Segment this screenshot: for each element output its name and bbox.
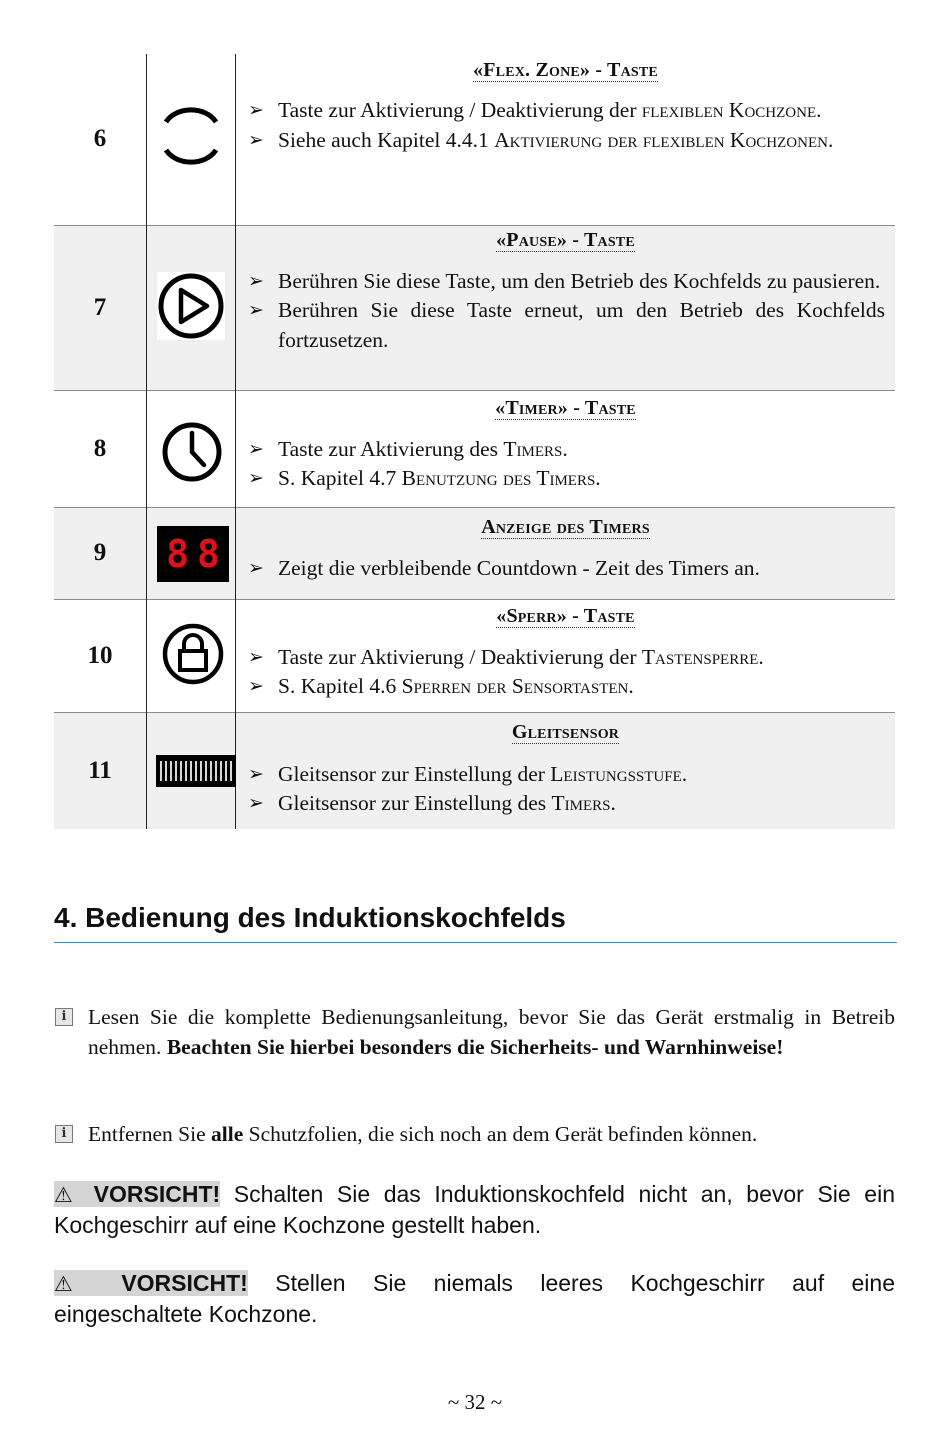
bullet-list xyxy=(246,643,885,702)
bullet-list xyxy=(246,435,885,494)
list-item: ➢ Taste zur Aktivierung des Timers. xyxy=(246,435,885,465)
table-row xyxy=(54,225,895,390)
table-row xyxy=(54,599,895,712)
list-item: ➢ Gleitsensor zur Einstellung des Timers. xyxy=(246,789,885,819)
row-number: 8 xyxy=(54,390,147,507)
row-number: 7 xyxy=(54,225,147,390)
icon-cell xyxy=(147,225,236,390)
row-title: Anzeige des Timers xyxy=(481,515,650,538)
table-row xyxy=(54,507,895,599)
warning-text: Stellen Sie niemals leeres Kochgeschirr auf eine xyxy=(247,1270,895,1296)
row-number: 10 xyxy=(54,599,147,712)
controls-table xyxy=(54,54,895,829)
row-number: 11 xyxy=(54,712,147,829)
list-item: ➢ Taste zur Aktivierung / Deaktivierung der flexiblen Kochzone. xyxy=(246,96,885,126)
row-title: «Pause» - Taste xyxy=(496,228,635,251)
warning-note xyxy=(54,1179,895,1240)
description-cell xyxy=(236,712,896,829)
lock-icon xyxy=(162,622,224,686)
clock-icon xyxy=(161,421,223,483)
table-row xyxy=(54,54,895,225)
list-item: ➢ Siehe auch Kapitel 4.4.1 Aktivierung der flexiblen Kochzonen. xyxy=(246,126,885,156)
icon-cell xyxy=(147,507,236,599)
list-item: ➢ S. Kapitel 4.6 Sperren der Sensortasten. xyxy=(246,672,885,702)
bullet-list xyxy=(246,96,885,155)
list-item: ➢ S. Kapitel 4.7 Benutzung des Timers. xyxy=(246,464,885,494)
description-cell xyxy=(236,390,896,507)
list-item: ➢ Gleitsensor zur Einstellung der Leistungsstufe. xyxy=(246,760,885,790)
list-item: ➢ Berühren Sie diese Taste, um den Betrieb des Kochfelds zu pausieren. xyxy=(246,267,885,297)
list-item: ➢ Berühren Sie diese Taste erneut, um den Betrieb des Kochfelds fortzusetzen. xyxy=(246,296,885,355)
icon-cell xyxy=(147,390,236,507)
icon-cell xyxy=(147,54,236,225)
description-cell xyxy=(236,507,896,599)
bullet-list xyxy=(246,554,885,584)
row-title: «Sperr» - Taste xyxy=(496,604,635,627)
icon-cell xyxy=(147,599,236,712)
page-number: ~ 32 ~ xyxy=(447,1390,503,1414)
bullet-list xyxy=(246,267,885,356)
row-title: «Timer» - Taste xyxy=(495,396,636,419)
info-text: Lesen Sie die komplette Bedienungsanleitung, bevor Sie das Gerät erstmalig in Betreib nehmen. Beachten Sie hierbei besonders die Sicherheits- und Warnhinweise! xyxy=(88,1005,895,1059)
row-number: 6 xyxy=(54,54,147,225)
table-row xyxy=(54,390,895,507)
info-icon: i xyxy=(55,1125,73,1143)
row-title: «Flex. Zone» - Taste xyxy=(473,59,658,81)
slider-sensor-icon xyxy=(156,755,236,787)
section-heading: 4. Bedienung des Induktionskochfelds xyxy=(54,902,897,943)
row-title: Gleitsensor xyxy=(511,720,620,743)
timer-display-icon xyxy=(157,526,229,582)
warning-note xyxy=(54,1268,895,1329)
info-note xyxy=(54,1120,895,1150)
flex-zone-icon xyxy=(160,104,222,168)
warning-line xyxy=(54,1268,895,1299)
pause-play-icon xyxy=(157,272,225,340)
description-cell xyxy=(236,225,896,390)
warning-label: ⚠ VORSICHT! xyxy=(54,1181,221,1207)
info-note xyxy=(54,1003,895,1062)
list-item: ➢ Zeigt die verbleibende Countdown - Zeit des Timers an. xyxy=(246,554,885,584)
info-icon: i xyxy=(55,1008,73,1026)
warning-text: Schalten Sie das Induktionskochfeld nicht an, bevor Sie ein Kochgeschirr auf eine Kochzone gestellt haben. xyxy=(54,1181,895,1238)
warning-label: ⚠ VORSICHT! xyxy=(54,1270,248,1296)
info-text: Entfernen Sie alle Schutzfolien, die sich noch an dem Gerät befinden können. xyxy=(88,1122,758,1146)
description-cell xyxy=(236,54,896,225)
warning-triangle-icon: ⚠ xyxy=(54,1183,81,1207)
warning-triangle-icon: ⚠ xyxy=(54,1272,94,1296)
warning-text-line2: eingeschaltete Kochzone. xyxy=(54,1301,318,1327)
list-item: ➢ Taste zur Aktivierung / Deaktivierung der Tastensperre. xyxy=(246,643,885,673)
bullet-list xyxy=(246,760,885,819)
table-row xyxy=(54,712,895,829)
description-cell xyxy=(236,599,896,712)
icon-cell xyxy=(147,712,236,829)
timer-display-digits: 88 xyxy=(166,531,228,576)
row-number: 9 xyxy=(54,507,147,599)
